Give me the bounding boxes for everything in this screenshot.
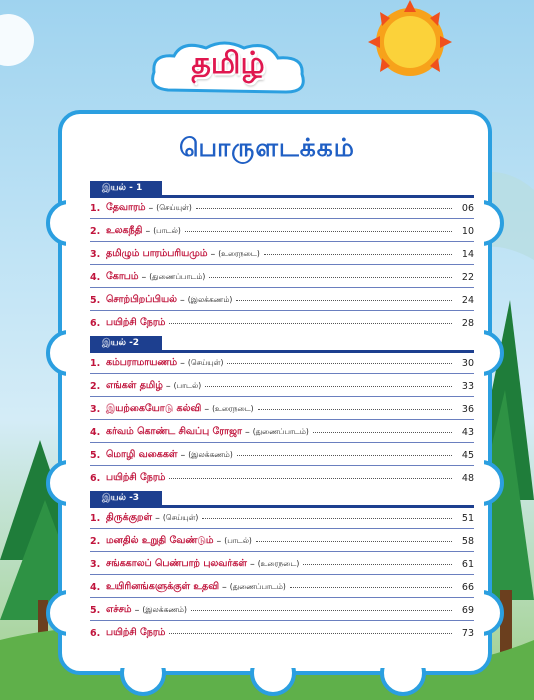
separator-dash: –	[216, 535, 222, 547]
page-number: 43	[461, 426, 474, 438]
dot-leader	[237, 455, 452, 456]
row-divider	[90, 528, 474, 529]
item-number: 6.	[90, 317, 101, 329]
sun-icon	[368, 0, 452, 76]
lesson-title: எச்சம்	[106, 604, 132, 615]
toc-row[interactable]	[90, 423, 474, 441]
item-number: 5.	[90, 449, 101, 461]
dot-leader	[313, 432, 452, 433]
dot-leader	[185, 231, 452, 232]
item-number: 3.	[90, 403, 101, 415]
row-divider	[90, 620, 474, 621]
item-number: 3.	[90, 558, 101, 570]
row-divider	[90, 442, 474, 443]
toc-row[interactable]	[90, 222, 474, 240]
lesson-type: (இலக்கணம்)	[188, 450, 233, 459]
row-divider	[90, 287, 474, 288]
dot-leader	[169, 323, 452, 324]
toc-row[interactable]	[90, 446, 474, 464]
section-header: இயல் -2	[90, 336, 162, 350]
dot-leader	[169, 478, 452, 479]
item-number: 1.	[90, 357, 101, 369]
lesson-type: (இலக்கணம்)	[187, 295, 233, 304]
page-number: 10	[461, 225, 474, 237]
dot-leader	[256, 541, 452, 542]
toc-row[interactable]	[90, 509, 474, 527]
lesson-type: (செய்யுள்)	[187, 358, 224, 367]
lesson-type: (உரைநடை)	[212, 404, 254, 413]
dot-leader	[258, 409, 452, 410]
dot-leader	[209, 277, 452, 278]
lesson-type: (செய்யுள்)	[162, 513, 199, 522]
lesson-title: எங்கள் தமிழ்	[106, 380, 163, 391]
item-number: 2.	[90, 535, 101, 547]
item-number: 4.	[90, 581, 101, 593]
page-number: 33	[461, 380, 474, 392]
row-divider	[90, 597, 474, 598]
row-divider	[90, 310, 474, 311]
item-number: 4.	[90, 271, 101, 283]
subject-title: தமிழ்	[191, 46, 265, 81]
item-number: 6.	[90, 627, 101, 639]
toc-row[interactable]	[90, 532, 474, 550]
row-divider	[90, 241, 474, 242]
separator-dash: –	[155, 512, 160, 524]
section-divider	[90, 195, 474, 198]
separator-dash: –	[180, 357, 185, 369]
separator-dash: –	[165, 380, 171, 392]
separator-dash: –	[134, 604, 140, 616]
page-number: 58	[461, 535, 474, 547]
lesson-title: சங்ககாலப் பெண்பாற் புலவர்கள்	[106, 558, 247, 569]
toc-row[interactable]	[90, 400, 474, 418]
page-number: 28	[461, 317, 474, 329]
page-number: 14	[461, 248, 474, 260]
separator-dash: –	[249, 558, 255, 570]
dot-leader	[236, 300, 452, 301]
lesson-title: உயிரினங்களுக்குள் உதவி	[106, 581, 220, 592]
lesson-title: சொற்பிறப்பியல்	[106, 294, 177, 305]
row-divider	[90, 218, 474, 219]
toc-row[interactable]	[90, 624, 474, 642]
page-number: 61	[461, 558, 474, 570]
item-number: 1.	[90, 512, 101, 524]
contents-heading: பொருளடக்கம்	[179, 133, 355, 162]
lesson-title: பயிற்சி நேரம்	[106, 627, 166, 638]
separator-dash: –	[148, 202, 154, 214]
item-number: 1.	[90, 202, 101, 214]
separator-dash: –	[210, 248, 216, 260]
page-number: 48	[461, 472, 474, 484]
dot-leader	[191, 610, 452, 611]
row-divider	[90, 465, 474, 466]
lesson-type: (செய்யுள்)	[156, 203, 192, 212]
separator-dash: –	[180, 449, 186, 461]
toc-row[interactable]	[90, 377, 474, 395]
item-number: 2.	[90, 380, 101, 392]
toc-row[interactable]	[90, 314, 474, 332]
lesson-title: தேவாரம்	[106, 202, 146, 213]
toc-row[interactable]	[90, 555, 474, 573]
lesson-title: கோபம்	[106, 271, 139, 282]
dot-leader	[264, 254, 452, 255]
dot-leader	[290, 587, 452, 588]
toc-row[interactable]	[90, 245, 474, 263]
toc-row[interactable]	[90, 291, 474, 309]
page-number: 69	[461, 604, 474, 616]
toc-row[interactable]	[90, 268, 474, 286]
page-number: 36	[461, 403, 474, 415]
page-number: 22	[461, 271, 474, 283]
section-header: இயல் - 1	[90, 181, 162, 195]
row-divider	[90, 551, 474, 552]
lesson-title: கர்வம் கொண்ட சிவப்பு ரோஜா	[106, 426, 242, 437]
lesson-type: (உரைநடை)	[257, 559, 300, 568]
page-number: 24	[461, 294, 474, 306]
dot-leader	[227, 363, 452, 364]
lesson-type: (துணைப்பாடம்)	[229, 582, 286, 591]
section-divider	[90, 350, 474, 353]
page-number: 73	[461, 627, 474, 639]
lesson-title: மொழி வகைகள்	[106, 449, 178, 460]
separator-dash: –	[145, 225, 151, 237]
toc-row[interactable]	[90, 354, 474, 372]
toc-row[interactable]	[90, 199, 474, 217]
row-divider	[90, 264, 474, 265]
section-divider	[90, 505, 474, 508]
lesson-title: மனதில் உறுதி வேண்டும்	[106, 535, 214, 546]
lesson-type: (உரைநடை)	[218, 249, 260, 258]
row-divider	[90, 574, 474, 575]
dot-leader	[202, 518, 452, 519]
item-number: 5.	[90, 294, 101, 306]
item-number: 4.	[90, 426, 101, 438]
lesson-title: உலகநீதி	[106, 225, 143, 236]
lesson-type: (பாடல்)	[173, 381, 202, 390]
item-number: 5.	[90, 604, 101, 616]
row-divider	[90, 373, 474, 374]
dot-leader	[196, 208, 452, 209]
separator-dash: –	[204, 403, 210, 415]
dot-leader	[205, 386, 452, 387]
lesson-title: இயற்கையோடு கல்வி	[106, 403, 202, 414]
lesson-type: (பாடல்)	[153, 226, 181, 235]
lesson-title: திருக்குறள்	[106, 512, 153, 523]
lesson-title: பயிற்சி நேரம்	[106, 317, 166, 328]
lesson-type: (துணைப்பாடம்)	[252, 427, 309, 436]
toc-row[interactable]	[90, 578, 474, 596]
item-number: 2.	[90, 225, 101, 237]
toc-row[interactable]	[90, 601, 474, 619]
lesson-title: பயிற்சி நேரம்	[106, 472, 166, 483]
lesson-title: கம்பராமாயணம்	[106, 357, 178, 368]
separator-dash: –	[222, 581, 227, 593]
item-number: 3.	[90, 248, 101, 260]
dot-leader	[303, 564, 452, 565]
row-divider	[90, 396, 474, 397]
page-number: 30	[461, 357, 474, 369]
row-divider	[90, 419, 474, 420]
lesson-title: தமிழும் பாரம்பரியமும்	[106, 248, 208, 259]
section-header: இயல் -3	[90, 491, 162, 505]
dot-leader	[169, 633, 452, 634]
lesson-type: (பாடல்)	[224, 536, 252, 545]
toc-row[interactable]	[90, 469, 474, 487]
lesson-type: (துணைப்பாடம்)	[149, 272, 206, 281]
separator-dash: –	[244, 426, 250, 438]
separator-dash: –	[179, 294, 185, 306]
item-number: 6.	[90, 472, 101, 484]
page-number: 51	[461, 512, 474, 524]
page-number: 06	[461, 202, 474, 214]
page-number: 45	[461, 449, 474, 461]
lesson-type: (இலக்கணம்)	[142, 605, 187, 614]
page-number: 66	[461, 581, 474, 593]
separator-dash: –	[141, 271, 147, 283]
